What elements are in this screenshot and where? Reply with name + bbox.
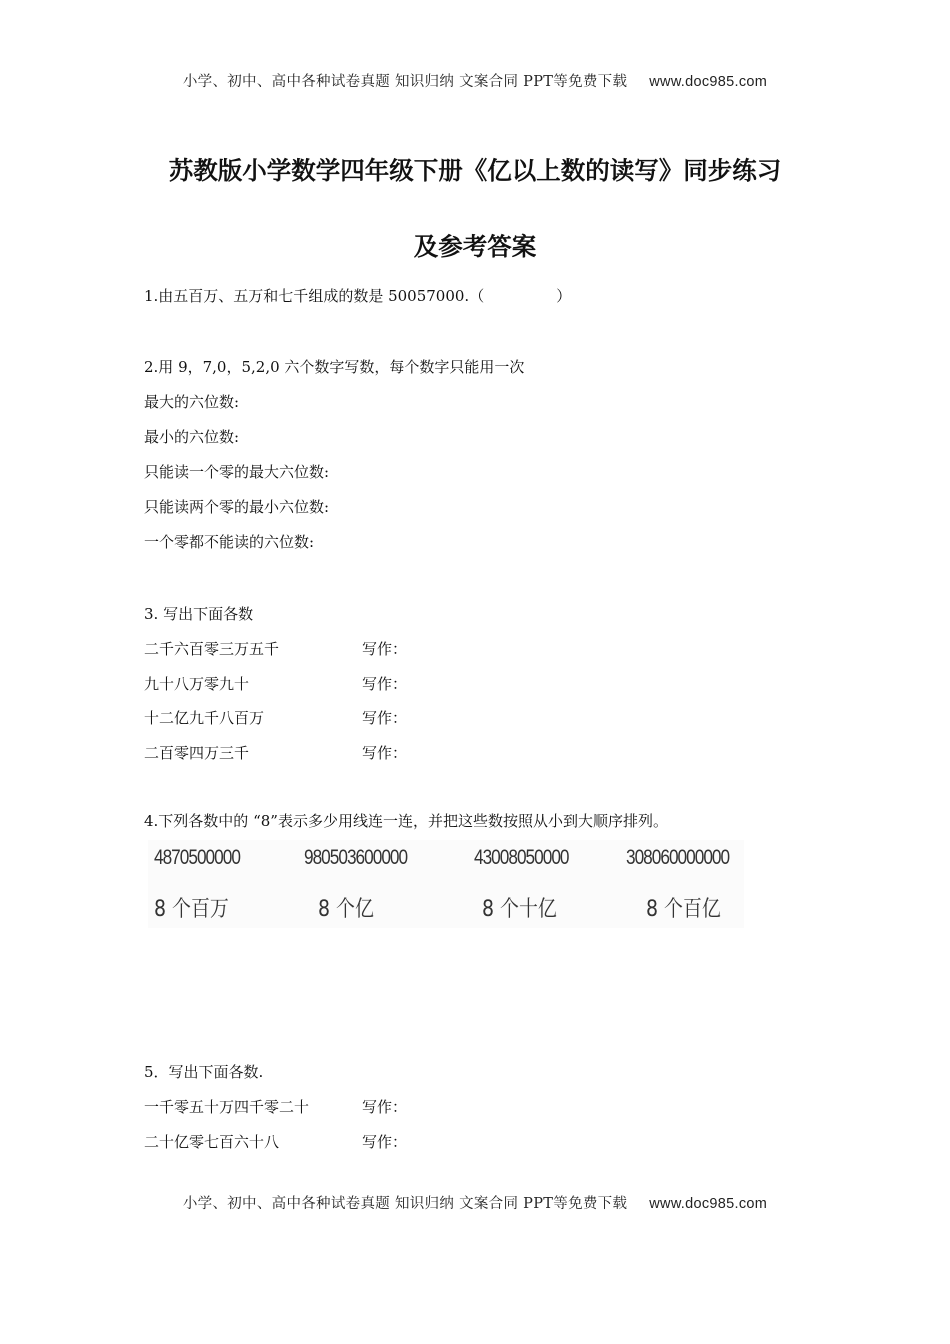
question-3-row-label: 写作： <box>362 675 408 693</box>
question-5-row-text: 二十亿零七百六十八 <box>144 1133 280 1151</box>
question-2-item: 只能读两个零的最小六位数: <box>144 498 330 516</box>
header-text: 小学、初中、高中各种试卷真题 知识归纳 文案合同 PPT等免费下载 <box>182 74 628 90</box>
question-5-stem: 5．写出下面各数. <box>144 1063 264 1081</box>
matching-number[interactable]: 4870500000 <box>154 846 240 869</box>
matching-unit[interactable]: 8 个百亿 <box>646 897 721 922</box>
question-3-row-text: 九十八万零九十 <box>144 675 250 693</box>
question-3-row-label: 写作： <box>362 640 408 658</box>
question-5-row-label: 写作： <box>362 1098 408 1116</box>
matching-number[interactable]: 980503600000 <box>304 846 408 869</box>
matching-unit[interactable]: 8 个十亿 <box>482 897 557 922</box>
question-2-item: 只能读一个零的最大六位数: <box>144 463 330 481</box>
matching-unit[interactable]: 8 个百万 <box>154 897 229 922</box>
question-3-row-label: 写作： <box>362 709 408 727</box>
question-3-stem: 3. 写出下面各数 <box>144 605 254 623</box>
question-3-row-text: 十二亿九千八百万 <box>144 709 265 727</box>
page-footer <box>0 1192 950 1213</box>
document-title-line-2: 及参考答案 <box>413 232 537 261</box>
matching-number[interactable]: 308060000000 <box>626 846 730 869</box>
question-2-item: 最小的六位数: <box>144 428 240 446</box>
question-2-stem: 2.用 9，7,0，5,2,0 六个数字写数，每个数字只能用一次 <box>144 358 525 376</box>
page-header <box>0 70 950 91</box>
matching-unit[interactable]: 8 个亿 <box>318 897 374 922</box>
question-1-close-paren: ） <box>556 287 572 305</box>
footer-site-link[interactable]: www.doc985.com <box>649 1196 768 1212</box>
footer-text: 小学、初中、高中各种试卷真题 知识归纳 文案合同 PPT等免费下载 <box>182 1196 628 1212</box>
question-1-text: 1.由五百万、五万和七千组成的数是 50057000.（ <box>144 287 485 305</box>
question-1 <box>144 285 571 306</box>
matching-number[interactable]: 43008050000 <box>474 846 569 869</box>
document-title-line-1: 苏教版小学数学四年级下册《亿以上数的读写》同步练习 <box>168 156 782 185</box>
question-3-row-text: 二百零四万三千 <box>144 744 250 762</box>
question-4-matching-figure <box>148 840 744 928</box>
question-5-row-text: 一千零五十万四千零二十 <box>144 1098 310 1116</box>
header-site-link[interactable]: www.doc985.com <box>649 74 768 90</box>
question-2-item: 一个零都不能读的六位数: <box>144 533 315 551</box>
question-3-row-text: 二千六百零三万五千 <box>144 640 280 658</box>
question-5-row-label: 写作： <box>362 1133 408 1151</box>
question-3-row-label: 写作： <box>362 744 408 762</box>
question-4-stem: 4.下列各数中的 “8”表示多少用线连一连，并把这些数按照从小到大顺序排列。 <box>144 812 668 830</box>
question-2-item: 最大的六位数: <box>144 393 240 411</box>
